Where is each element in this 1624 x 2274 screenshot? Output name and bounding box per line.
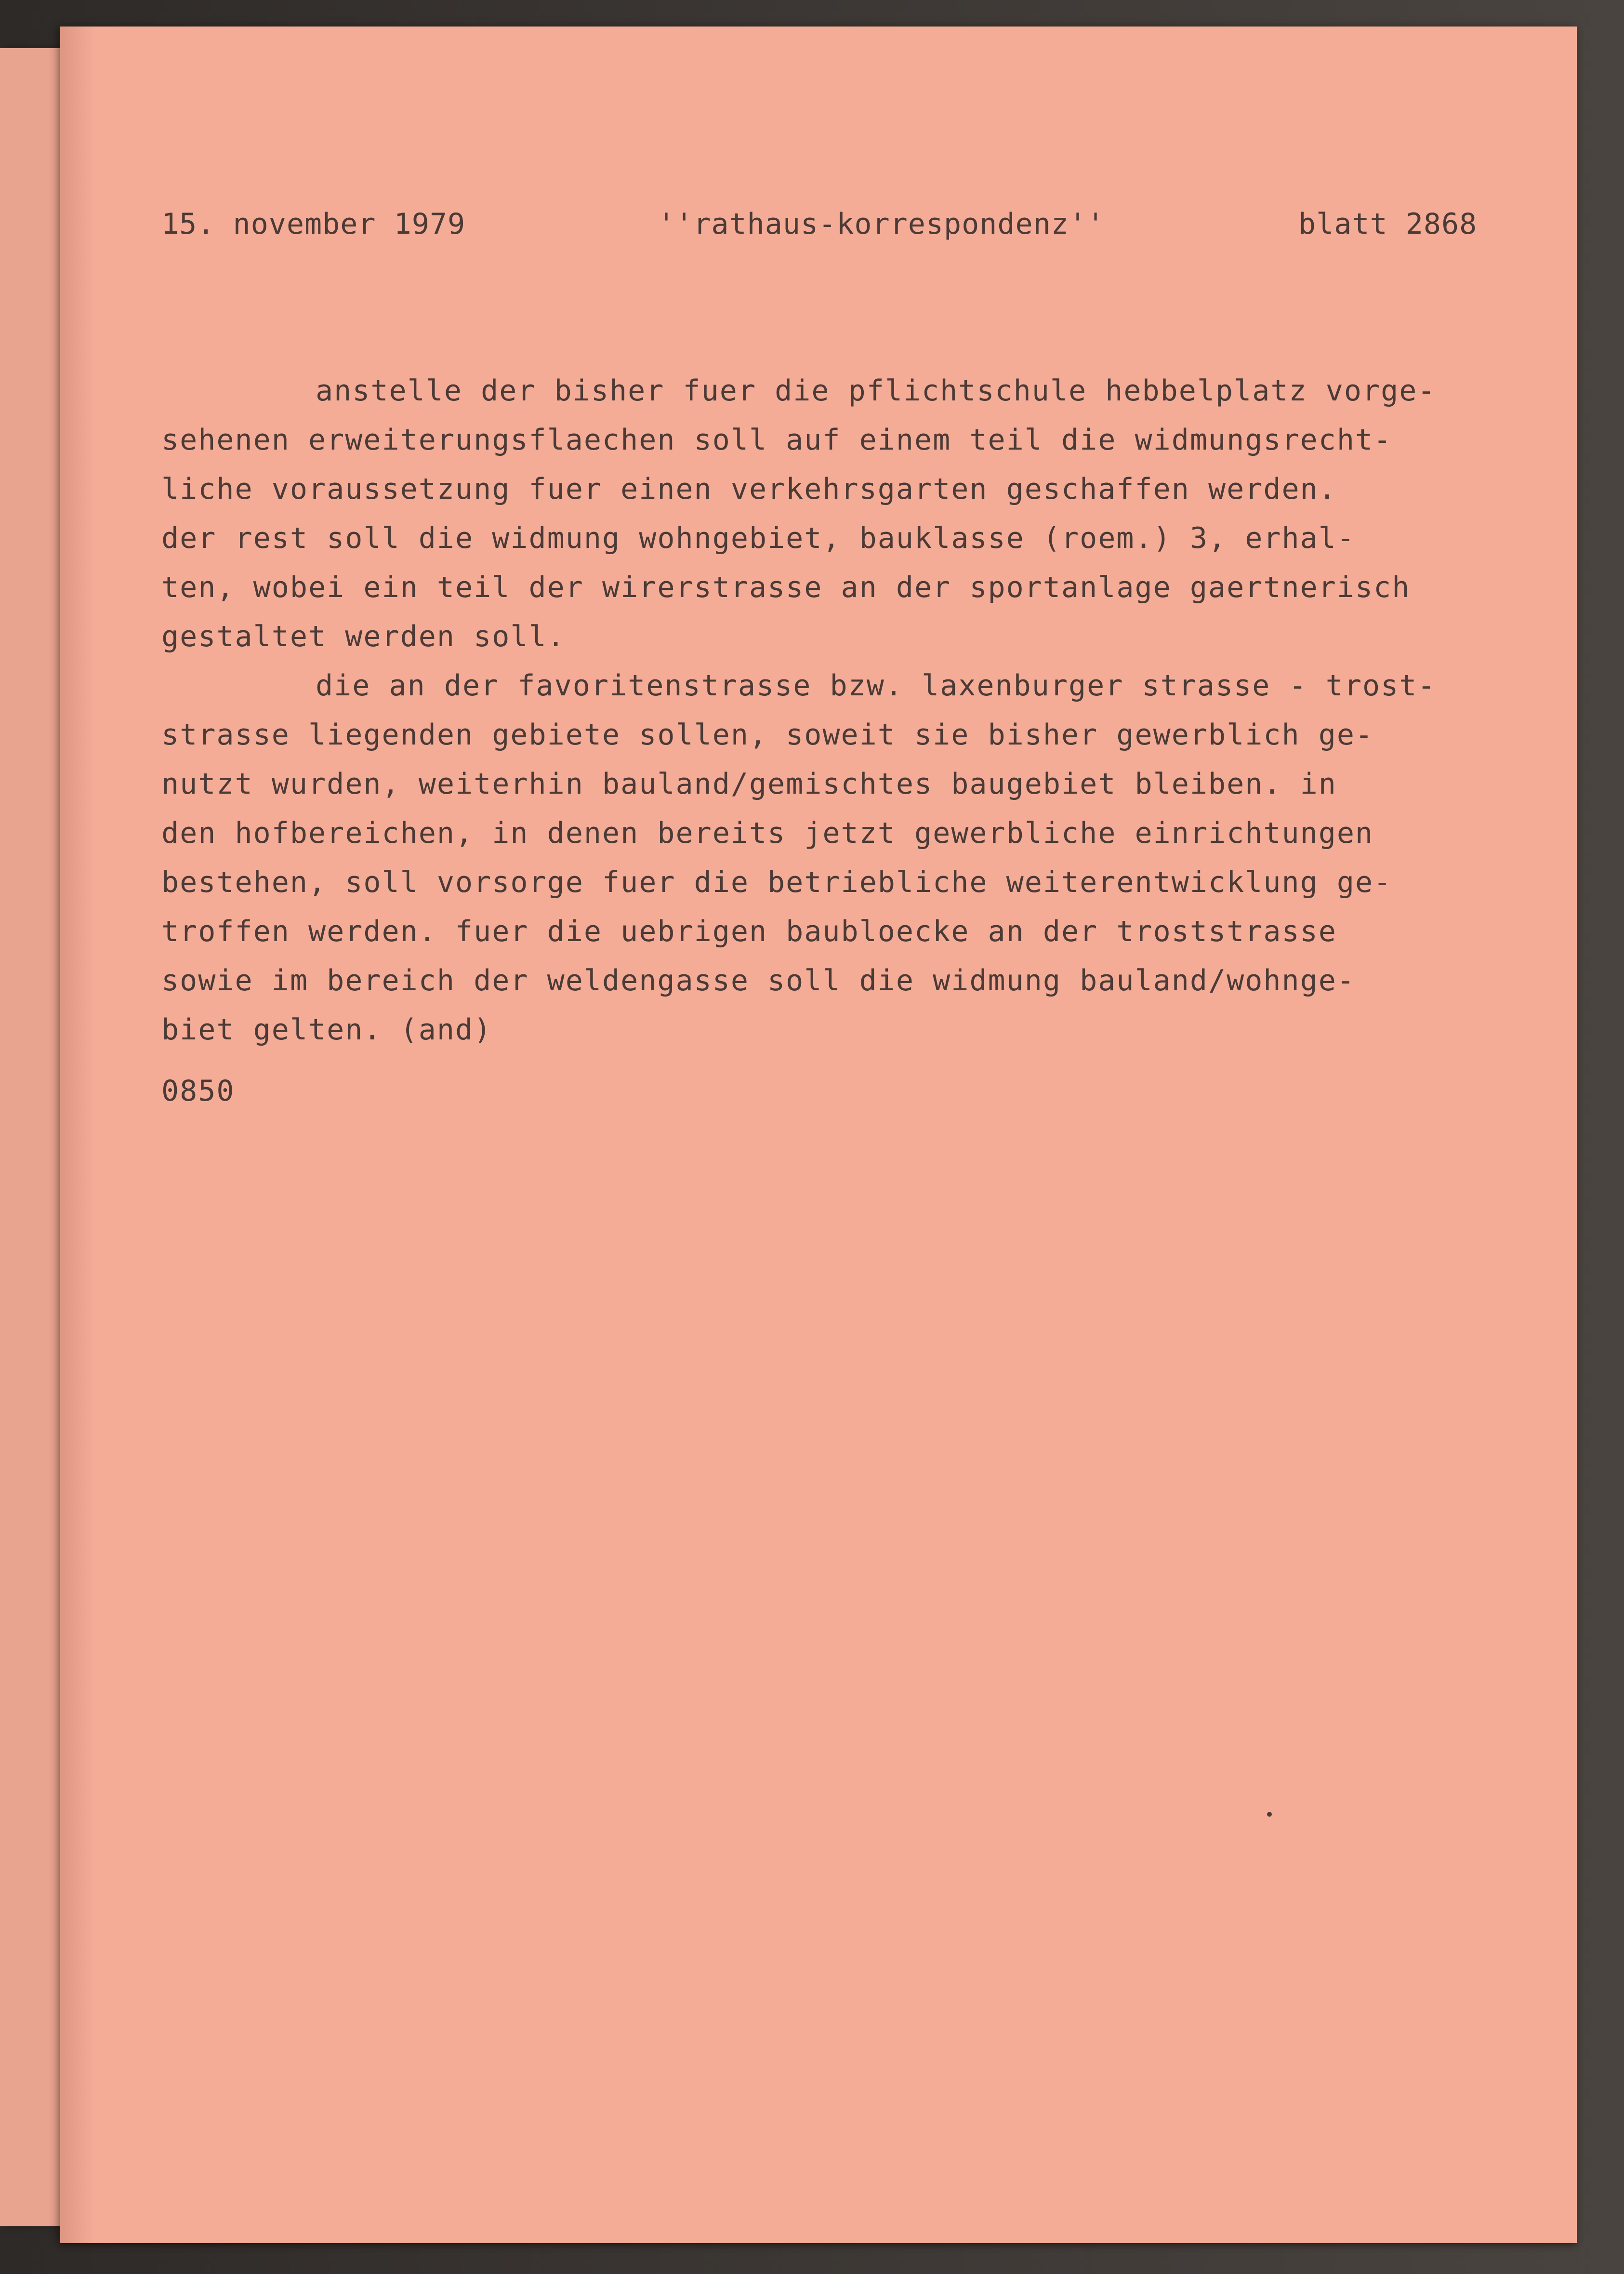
body-text [161,366,1558,1054]
text-line: den hofbereichen, in denen bereits jetzt gewerbliche einrichtungen [161,816,1374,850]
document-page [60,27,1577,2243]
ink-speck [1267,1812,1272,1817]
text-line: nutzt wurden, weiterhin bauland/gemischtes baugebiet bleiben. in [161,767,1337,801]
header-publication: ''rathaus-korrespondenz'' [658,207,1105,241]
text-line: anstelle der bisher fuer die pflichtschule hebbelplatz vorge- [316,374,1436,408]
text-line: bestehen, soll vorsorge fuer die betriebliche weiterentwicklung ge- [161,865,1392,899]
text-line: gestaltet werden soll. [161,620,566,653]
text-line: troffen werden. fuer die uebrigen baubloecke an der troststrasse [161,915,1337,948]
document-code: 0850 [161,1074,235,1108]
header-sheet-number: blatt 2868 [1298,207,1478,241]
header-date: 15. november 1979 [161,207,466,241]
text-line: liche voraussetzung fuer einen verkehrsgarten geschaffen werden. [161,472,1337,506]
page-header [60,207,1577,251]
text-line: biet gelten. (and) [161,1013,492,1047]
text-line: die an der favoritenstrasse bzw. laxenburger strasse - trost- [316,669,1436,703]
text-line: ten, wobei ein teil der wirerstrasse an der sportanlage gaertnerisch [161,571,1411,604]
text-line: sehenen erweiterungsflaechen soll auf einem teil die widmungsrecht- [161,423,1392,457]
text-line: sowie im bereich der weldengasse soll die widmung bauland/wohnge- [161,964,1355,997]
text-line: strasse liegenden gebiete sollen, soweit sie bisher gewerblich ge- [161,718,1374,752]
text-line: der rest soll die widmung wohngebiet, bauklasse (roem.) 3, erhal- [161,521,1355,555]
